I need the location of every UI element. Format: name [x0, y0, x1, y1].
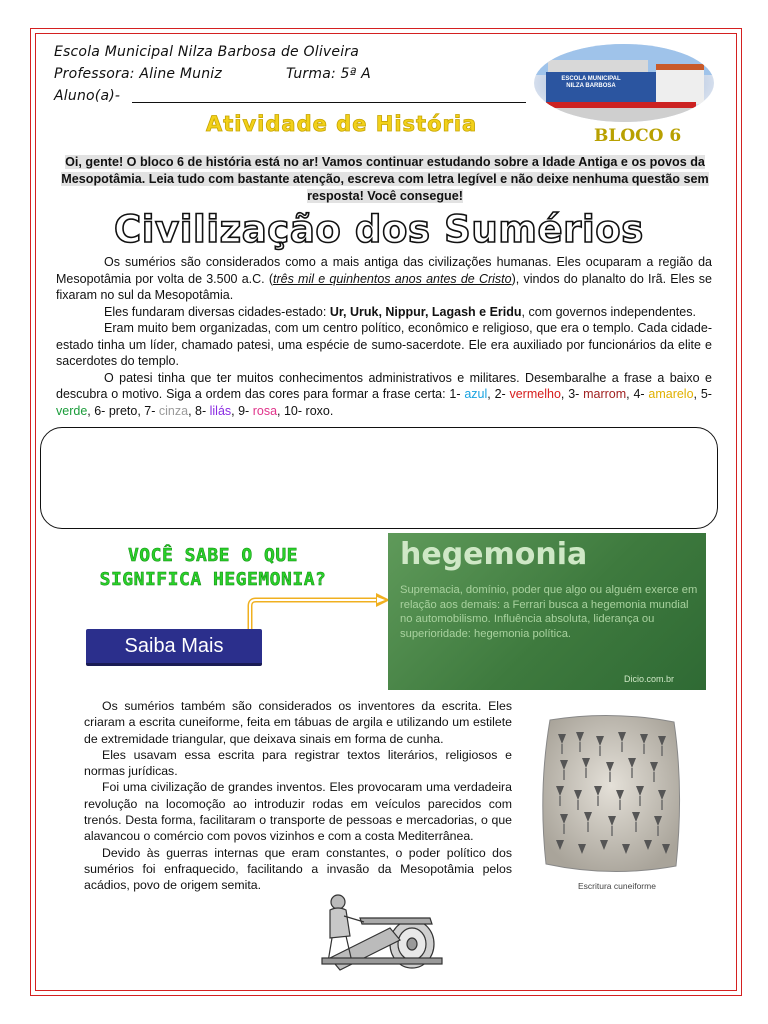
color-number: 3-: [568, 387, 584, 401]
activity-title: Atividade de História: [206, 112, 478, 136]
color-separator: ,: [188, 403, 196, 418]
paragraph-7: Foi uma civilização de grandes inventos. Eles provocaram uma verdadeira revolução na locomoção ao introduzir rodas em veículos parecidos com trenós. Desta forma, facilitaram o transporte de pessoas e mercadorias, o que alavancou o comércio com povos vizinhos e com a costa Mediterrânea.: [84, 780, 512, 844]
color-name-1: vermelho: [509, 387, 561, 401]
intro-line-3: resposta! Você consegue!: [307, 189, 463, 203]
school-name: Escola Municipal Nilza Barbosa de Oliveira: [54, 44, 360, 60]
color-name-2: marrom: [583, 387, 627, 401]
color-number: 9-: [238, 403, 253, 418]
paragraph-5: Os sumérios também são considerados os inventores da escrita. Eles criaram a escrita cuneiforme, feita em tábuas de argila e utilizando um estilete de extremidade triangular, que deixava sinais em forma de cunha.: [84, 699, 512, 746]
color-separator: ,: [231, 403, 239, 418]
color-number: 6-: [94, 403, 109, 418]
color-name-4: verde: [56, 403, 88, 418]
dictionary-card: [388, 533, 706, 690]
paragraph-8: Devido às guerras internas que eram constantes, o poder político dos sumérios foi enfraquecido, facilitando a invasão da Mesopotâmia pelos acádios, povo de origem semita.: [84, 845, 512, 893]
tablet-caption: Escritura cuneiforme: [578, 881, 656, 891]
sumerian-wheel-illustration: [300, 888, 460, 972]
color-number: 8-: [195, 403, 210, 418]
dictionary-definition: Supremacia, domínio, poder que algo ou alguém exerce em relação aos demais: a Ferrari busca a hegemonia mundial no automobilismo. Influência absoluta, liderança ou superioridade: hegemonia política.: [400, 584, 698, 640]
color-number: 2-: [494, 387, 510, 401]
color-separator: ,: [626, 387, 634, 401]
color-number: 4-: [633, 387, 649, 401]
color-name-8: rosa: [252, 403, 278, 418]
paragraph-2: Eles fundaram diversas cidades-estado: Ur, Uruk, Nippur, Lagash e Eridu, com governos independentes.: [104, 304, 696, 319]
main-title: Civilização dos Sumérios: [114, 208, 644, 251]
paragraph-3: Eram muito bem organizadas, com um centro político, econômico e religioso, que era o templo. Cada cidade-estado tinha um líder, chamado patesi, uma espécie de sumo-sacerdote. Ele era auxiliado por funcionários da elite e sacerdotes do templo.: [56, 321, 712, 368]
saiba-mais-button[interactable]: Saiba Mais: [86, 629, 262, 666]
bloco-label: BLOCO 6: [594, 126, 682, 146]
color-name-9: roxo: [305, 403, 330, 418]
intro-line-1: Oi, gente! O bloco 6 de história está no ar! Vamos continuar estudando sobre a Idade Antiga e os povos da: [65, 155, 705, 169]
color-number: 7-: [144, 403, 159, 418]
hegemonia-question: VOCÊ SABE O QUE SIGNIFICA HEGEMONIA?: [99, 545, 327, 590]
sumerians-text: [56, 254, 712, 419]
student-label: Aluno(a)-: [54, 88, 121, 104]
class-label: Turma: 5ª A: [286, 66, 371, 82]
color-number: 5-: [700, 387, 712, 401]
student-name-line: [132, 102, 526, 103]
intro-line-2: Mesopotâmia. Leia tudo com bastante atenção, escreva com letra legível e não deixe nenhuma questão sem: [61, 172, 709, 186]
color-number: 10-: [283, 403, 306, 418]
color-separator: ,: [560, 387, 569, 401]
color-separator: ,: [137, 403, 145, 418]
color-separator: .: [329, 403, 334, 418]
color-name-7: lilás: [209, 403, 232, 418]
school-photo: [534, 44, 714, 122]
dictionary-word: hegemonia: [400, 537, 588, 572]
cuneiform-tablet-image: [536, 710, 686, 878]
writing-text: [84, 698, 512, 894]
color-number: 1-: [449, 387, 465, 401]
color-separator: ,: [277, 403, 284, 418]
color-separator: ,: [487, 387, 495, 401]
intro-message: [60, 154, 710, 205]
arrow-icon: [244, 592, 394, 638]
color-name-6: cinza: [158, 403, 189, 418]
answer-box[interactable]: [40, 427, 718, 529]
teacher-name: Professora: Aline Muniz: [54, 66, 222, 82]
dictionary-brand: Dicio.com.br: [623, 674, 674, 684]
paragraph-1: Os sumérios são considerados como a mais antiga das civilizações humanas. Eles ocuparam a região da Mesopotâmia por volta de 3.500 a.C. (três mil e quinhentos anos antes de Cristo), vindos do planalto do Irã. Eles se fixaram no sul da Mesopotâmia.: [56, 255, 712, 302]
school-sign-text: ESCOLA MUNICIPAL NILZA BARBOSA: [561, 76, 621, 89]
color-name-3: amarelo: [648, 387, 694, 401]
color-name-0: azul: [464, 387, 488, 401]
paragraph-4: O patesi tinha que ter muitos conhecimentos administrativos e militares. Desembaralhe a frase a baixo e descubra o motivo. Siga a ordem das cores para formar a frase certa: 1- azul, 2- vermelho, 3- marrom, 4- amarelo, 5- verde, 6- preto, 7- cinza, 8- lilás, 9- rosa, 10- roxo.: [56, 370, 712, 418]
color-separator: ,: [693, 387, 701, 401]
paragraph-6: Eles usavam essa escrita para registrar textos literários, religiosos e normas jurídicas.: [84, 747, 512, 779]
color-name-5: preto: [108, 403, 138, 418]
color-separator: ,: [87, 403, 95, 418]
